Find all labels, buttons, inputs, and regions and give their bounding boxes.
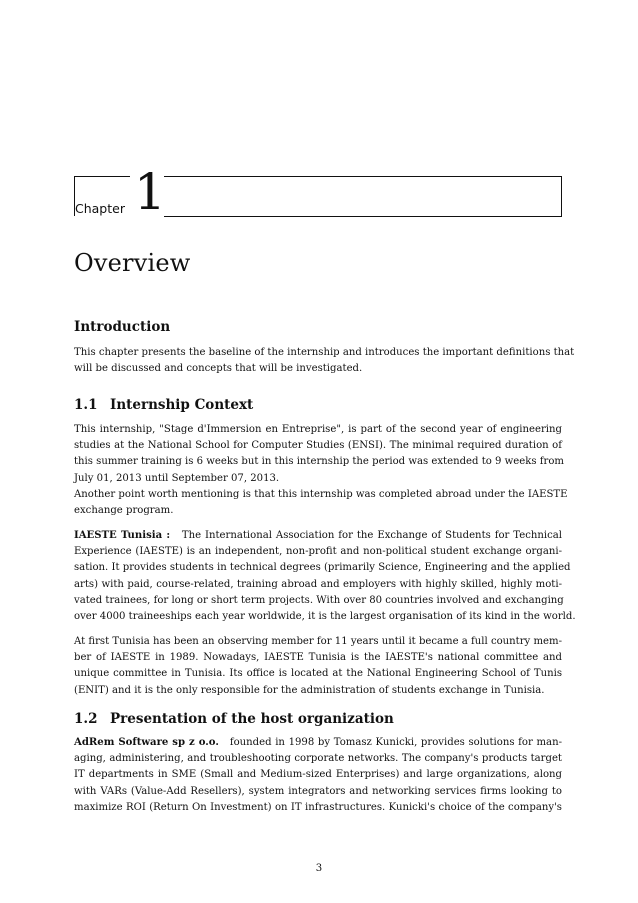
text-line: arts) with paid, course-related, training abroad and employers with highly skilled, highly moti- — [74, 578, 562, 590]
introduction-heading: Introduction — [74, 319, 171, 335]
chapter-header — [74, 163, 562, 221]
chapter-rule-top-right — [164, 176, 562, 177]
chapter-title: Overview — [74, 249, 191, 277]
iaeste-paragraph — [74, 528, 576, 625]
text-fragment: The International Association for the Exchange of Students for Technical — [181, 530, 562, 541]
text-line: ber of IAESTE in 1989. Nowadays, IAESTE Tunisia is the IAESTE's national committee and — [74, 652, 562, 664]
chapter-rule-right — [561, 176, 562, 216]
iaeste-runin: IAESTE Tunisia : — [74, 530, 171, 541]
text-line: exchange program. — [74, 505, 174, 517]
section-number: 1.2 — [74, 711, 98, 727]
text-line: will be discussed and concepts that will be investigated. — [74, 363, 363, 375]
adrem-paragraph — [74, 735, 562, 816]
text-line: studies at the National School for Computer Studies (ENSI). The minimal required duration of — [74, 440, 562, 452]
text-line: Another point worth mentioning is that this internship was completed abroad under the IAESTE — [74, 488, 568, 500]
text-line — [74, 528, 562, 544]
section-title: Presentation of the host organization — [110, 711, 394, 727]
text-line: this summer training is 6 weeks but in this internship the period was extended to 9 weeks from — [74, 456, 564, 468]
section-number: 1.1 — [74, 397, 98, 413]
text-line: with VARs (Value-Add Resellers), system integrators and networking services firms looking to — [74, 785, 562, 797]
text-line: aging, administering, and troubleshooting corporate networks. The company's products target — [74, 753, 562, 765]
text-line: July 01, 2013 until September 07, 2013. — [74, 472, 280, 484]
section-heading-1-1 — [74, 396, 253, 414]
section-heading-1-2 — [74, 710, 394, 728]
text-line: maximize ROI (Return On Investment) on IT infrastructures. Kunicki's choice of the company's — [74, 801, 562, 813]
page-number: 3 — [315, 863, 323, 874]
text-fragment: founded in 1998 by Tomasz Kunicki, provides solutions for man- — [229, 737, 562, 748]
text-line: This internship, "Stage d'Immersion en Entreprise", is part of the second year of engineering — [74, 424, 562, 435]
text-line: (ENIT) and it is the only responsible for the administration of students exchange in Tunisia. — [74, 684, 545, 696]
text-line — [74, 735, 562, 751]
text-line: sation. It provides students in technical degrees (primarily Science, Engineering and the applied — [74, 562, 571, 574]
text-line: IT departments in SME (Small and Medium-sized Enterprises) and large organizations, along — [74, 769, 562, 781]
text-line: over 4000 traineeships each year worldwide, it is the largest organisation of its kind in the world. — [74, 611, 576, 623]
section-title: Internship Context — [110, 397, 254, 413]
text-line: vated trainees, for long or short term projects. With over 80 countries involved and exchanging — [74, 594, 564, 606]
tunisia-paragraph — [74, 634, 562, 699]
chapter-number: 1 — [134, 163, 166, 221]
adrem-runin: AdRem Software sp z o.o. — [74, 737, 219, 748]
text-line: unique committee in Tunisia. Its office is located at the National Engineering School of Tunis — [74, 668, 562, 680]
chapter-word: Chapter — [75, 201, 125, 216]
text-line: At first Tunisia has been an observing member for 11 years until it became a full country mem- — [74, 636, 562, 647]
chapter-rule-top-left — [74, 176, 130, 177]
text-line: Experience (IAESTE) is an independent, non-profit and non-political student exchange organi- — [74, 546, 562, 558]
text-line: This chapter presents the baseline of the internship and introduces the important definitions that — [74, 347, 575, 358]
chapter-rule-bottom — [164, 216, 562, 217]
introduction-paragraph — [74, 345, 575, 377]
internship-paragraph — [74, 422, 568, 519]
